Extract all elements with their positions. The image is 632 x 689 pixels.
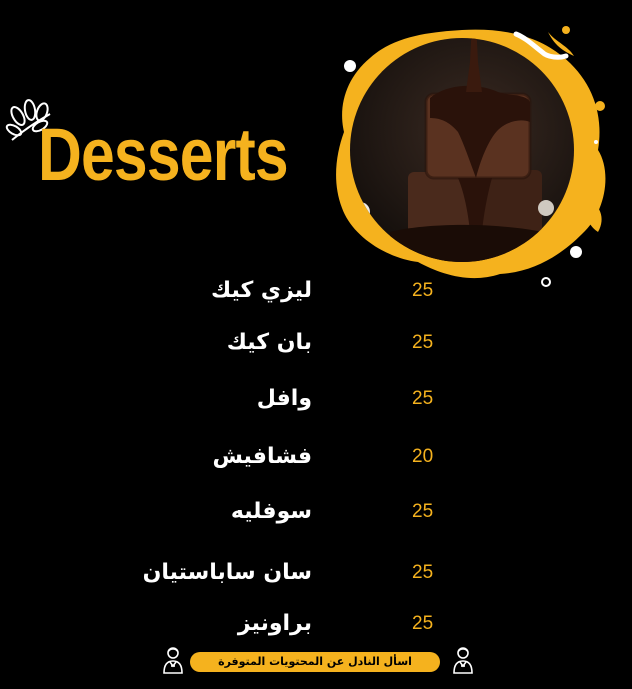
list-item: [0, 386, 632, 422]
menu-item-price: 25: [412, 388, 434, 409]
menu-item-name: براونيز: [237, 611, 312, 636]
menu-item-name: ليزي كيك: [210, 278, 312, 303]
menu-item-price: 25: [412, 501, 434, 522]
waiter-icon: [452, 646, 474, 674]
list-item: [0, 560, 632, 596]
menu-item-name: سوفليه: [230, 499, 312, 524]
list-item: [0, 330, 632, 366]
list-item: [0, 611, 632, 647]
menu-item-name: بان كيك: [226, 330, 312, 355]
menu-item-name: وافل: [256, 386, 312, 411]
list-item: [0, 499, 632, 535]
menu-item-price: 25: [412, 280, 434, 301]
menu-item-price: 25: [412, 613, 434, 634]
list-item: [0, 444, 632, 480]
list-item: [0, 278, 632, 314]
waiter-note-banner: اسأل النادل عن المحتويات المتوفرة: [190, 652, 440, 672]
page-title: Desserts: [38, 113, 288, 196]
menu-item-price: 25: [412, 332, 434, 353]
menu-item-price: 25: [412, 562, 434, 583]
chocolate-cake-image: [330, 22, 620, 292]
menu-item-price: 20: [412, 446, 434, 467]
menu-item-name: سان ساباستيان: [142, 560, 312, 585]
waiter-icon: [162, 646, 184, 674]
menu-item-name: فشافيش: [212, 444, 312, 469]
